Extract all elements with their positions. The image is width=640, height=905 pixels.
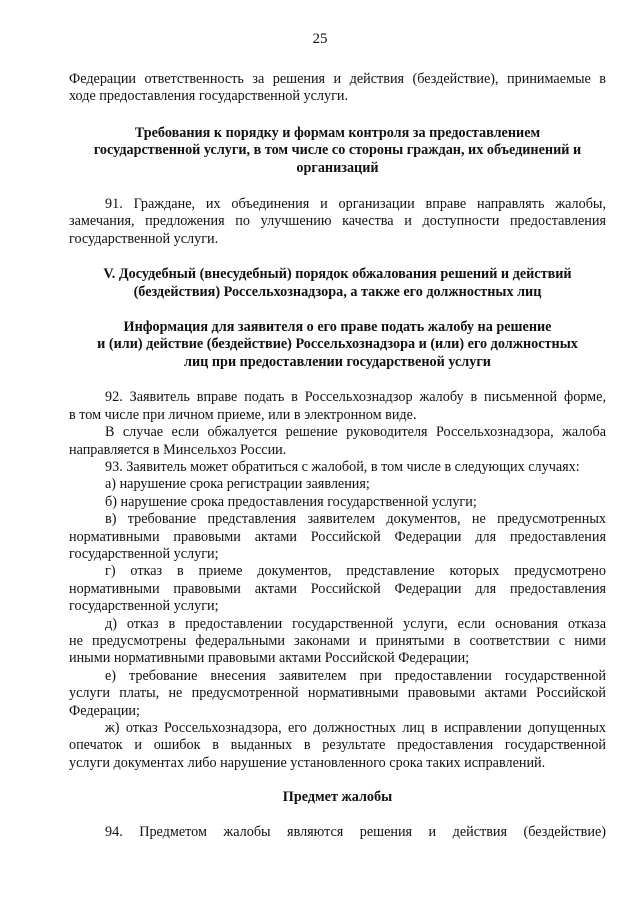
heading-line: Требования к порядку и формам контроля за предоставлением	[134, 124, 541, 141]
text-line: 92. Заявитель вправе подать в Россельхознадзор жалобу в письменной форме,	[105, 389, 606, 406]
text-line: услуги документах либо нарушение установленного срока таких исправлений.	[69, 754, 546, 771]
text-line: государственной услуги;	[69, 598, 219, 615]
list-item-d: д) отказ в предоставлении государственной услуги, если основания отказа	[105, 615, 606, 632]
paragraph-94	[69, 824, 606, 841]
text-line: не предусмотрены федеральными законами и принятыми в соответствии с ними	[69, 632, 606, 649]
paragraph-91	[69, 196, 606, 248]
heading-line: и (или) действие (бездействие) Россельхознадзора и (или) его должностных	[97, 336, 578, 353]
text-line: нормативными правовыми актами Российской Федерации для предоставления	[69, 580, 606, 597]
complaint-right-heading	[69, 319, 606, 371]
text-line: В случае если обжалуется решение руководителя Россельхознадзора, жалоба	[105, 424, 606, 441]
paragraph-93	[69, 459, 606, 772]
list-item-v: в) требование представления заявителем документов, не предусмотренных	[105, 511, 606, 528]
text-line: Федерации;	[69, 702, 140, 719]
text-line: Федерации ответственность за решения и действия (бездействие), принимаемые в	[69, 71, 606, 87]
text-line: опечаток и ошибок в выданных в результате предоставления государственной	[69, 737, 606, 754]
text-line: 94. Предметом жалобы являются решения и действия (бездействие)	[105, 823, 606, 840]
text-line: иными нормативными правовыми актами Российской Федерации;	[69, 650, 470, 667]
text-line: нормативными правовыми актами Российской Федерации для предоставления	[69, 528, 606, 545]
text-line: услуги платы, не предусмотренной нормативными правовыми актами Российской	[69, 685, 606, 702]
text-line: направляется в Минсельхоз России.	[69, 441, 287, 458]
document-body	[69, 71, 606, 841]
paragraph-92	[69, 389, 606, 459]
list-item-b: б) нарушение срока предоставления государственной услуги;	[105, 493, 477, 510]
list-item-a: а) нарушение срока регистрации заявления;	[105, 476, 370, 493]
text-line: государственной услуги;	[69, 545, 219, 562]
heading-line: лиц при предоставлении государственой услуги	[184, 353, 491, 370]
section-v-heading	[69, 266, 606, 301]
text-line: 93. Заявитель может обратиться с жалобой, в том числе в следующих случаях:	[105, 458, 580, 475]
heading-line: V. Досудебный (внесудебный) порядок обжалования решений и действий	[103, 266, 572, 283]
heading-line: организаций	[296, 159, 379, 176]
heading-line: Предмет жалобы	[282, 789, 393, 806]
text-line: замечания, предложения по улучшению качества и доступности предоставления	[69, 213, 606, 230]
heading-line: государственной услуги, в том числе со стороны граждан, их объединений и	[93, 142, 582, 159]
intro-paragraph	[69, 71, 606, 106]
heading-line: Информация для заявителя о его праве подать жалобу на решение	[123, 319, 552, 336]
text-line: 91. Граждане, их объединения и организации вправе направлять жалобы,	[105, 196, 606, 213]
complaint-subject-heading	[69, 789, 606, 806]
heading-line: (бездействия) Россельхознадзора, а также его должностных лиц	[133, 283, 542, 300]
list-item-zh: ж) отказ Россельхознадзора, его должностных лиц в исправлении допущенных	[105, 720, 606, 736]
text-line: государственной услуги.	[69, 230, 219, 247]
list-item-g: г) отказ в приеме документов, представление которых предусмотрено	[105, 563, 606, 580]
control-requirements-heading	[69, 125, 606, 177]
page-number: 25	[312, 31, 328, 47]
text-line: в том числе при личном приеме, или в электронном виде.	[69, 406, 417, 423]
text-line: ходе предоставления государственной услуги.	[69, 88, 349, 105]
list-item-e: е) требование внесения заявителем при предоставлении государственной	[105, 667, 606, 684]
